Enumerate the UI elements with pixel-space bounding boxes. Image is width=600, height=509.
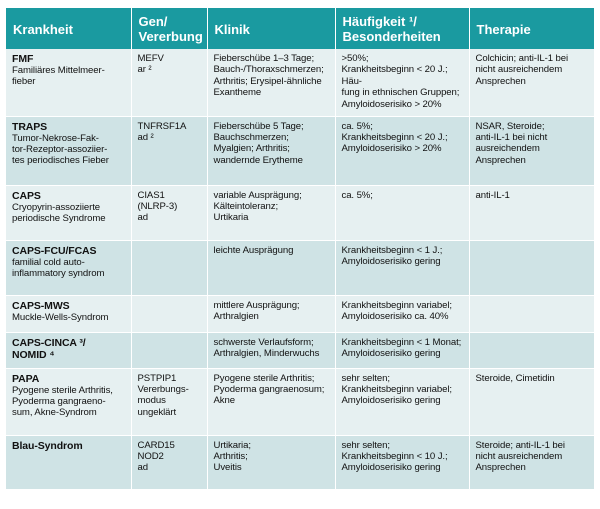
header-therapie: Therapie bbox=[469, 8, 594, 49]
cell-gen: TNFRSF1A ad ² bbox=[131, 116, 207, 185]
table-row bbox=[6, 368, 594, 435]
table-row bbox=[6, 116, 594, 185]
cell-gen: CARD15 NOD2 ad bbox=[131, 435, 207, 489]
cell-krankheit bbox=[6, 240, 131, 295]
disease-desc: Pyogene sterile Arthritis, Pyoderma gangraeno- sum, Akne-Syndrom bbox=[12, 384, 113, 419]
cell-haeufigkeit: sehr selten; Krankheitsbeginn < 10 J.; Amyloidoserisiko gering bbox=[335, 435, 469, 489]
header-krankheit: Krankheit bbox=[6, 8, 131, 49]
header-row bbox=[6, 8, 594, 49]
cell-haeufigkeit: >50%; Krankheitsbeginn < 20 J.; Häu- fung in ethnischen Gruppen; Amyloidoserisiko > 20% bbox=[335, 49, 469, 116]
cell-gen: PSTPIP1 Vererbungs- modus ungeklärt bbox=[131, 368, 207, 435]
disease-name: TRAPS bbox=[12, 120, 48, 133]
table-container bbox=[6, 8, 594, 490]
disease-desc: Tumor-Nekrose-Fak- tor-Rezeptor-assoziier- tes periodisches Fieber bbox=[12, 132, 109, 167]
disease-name: PAPA bbox=[12, 372, 40, 385]
cell-krankheit bbox=[6, 49, 131, 116]
cell-gen bbox=[131, 332, 207, 368]
cell-gen: MEFV ar ² bbox=[131, 49, 207, 116]
disease-name: CAPS-FCU/FCAS bbox=[12, 244, 97, 257]
cell-therapie bbox=[469, 332, 594, 368]
cell-therapie: Steroide, Cimetidin bbox=[469, 368, 594, 435]
disease-name: CAPS-CINCA ³/ NOMID ⁴ bbox=[12, 336, 86, 361]
cell-haeufigkeit: Krankheitsbeginn < 1 Monat; Amyloidoserisiko gering bbox=[335, 332, 469, 368]
table-row bbox=[6, 435, 594, 489]
cell-haeufigkeit: sehr selten; Krankheitsbeginn variabel; Amyloidoserisiko gering bbox=[335, 368, 469, 435]
cell-therapie bbox=[469, 240, 594, 295]
cell-haeufigkeit: Krankheitsbeginn variabel; Amyloidoserisiko ca. 40% bbox=[335, 295, 469, 332]
cell-krankheit bbox=[6, 185, 131, 240]
cell-therapie: Colchicin; anti-IL-1 bei nicht ausreichendem Ansprechen bbox=[469, 49, 594, 116]
cell-haeufigkeit: Krankheitsbeginn < 1 J.; Amyloidoserisiko gering bbox=[335, 240, 469, 295]
cell-gen: CIAS1 (NLRP-3) ad bbox=[131, 185, 207, 240]
cell-krankheit bbox=[6, 295, 131, 332]
cell-haeufigkeit: ca. 5%; Krankheitsbeginn < 20 J.; Amyloidoserisiko > 20% bbox=[335, 116, 469, 185]
table-row bbox=[6, 240, 594, 295]
cell-krankheit bbox=[6, 332, 131, 368]
cell-krankheit bbox=[6, 435, 131, 489]
disease-desc: Cryopyrin-assoziierte periodische Syndrome bbox=[12, 201, 106, 224]
disease-name: FMF bbox=[12, 53, 34, 65]
disease-name: CAPS-MWS bbox=[12, 299, 70, 312]
cell-haeufigkeit: ca. 5%; bbox=[335, 185, 469, 240]
cell-klinik: Fieberschübe 5 Tage; Bauchschmerzen; Myalgien; Arthritis; wandernde Erytheme bbox=[207, 116, 335, 185]
disease-table bbox=[6, 8, 594, 490]
table-row bbox=[6, 295, 594, 332]
header-haeufigkeit: Häufigkeit ¹/ Besonderheiten bbox=[335, 8, 469, 49]
cell-klinik: schwerste Verlaufsform; Arthralgien, Minderwuchs bbox=[207, 332, 335, 368]
cell-gen bbox=[131, 240, 207, 295]
cell-klinik: Fieberschübe 1–3 Tage; Bauch-/Thoraxschmerzen; Arthritis; Erysipel-ähnliche Exantheme bbox=[207, 49, 335, 116]
cell-therapie: anti-IL-1 bbox=[469, 185, 594, 240]
cell-klinik: Pyogene sterile Arthritis; Pyoderma gangraenosum; Akne bbox=[207, 368, 335, 435]
cell-klinik: Urtikaria; Arthritis; Uveitis bbox=[207, 435, 335, 489]
disease-desc: Muckle-Wells-Syndrom bbox=[12, 311, 109, 323]
disease-desc: Familiäres Mittelmeer- fieber bbox=[12, 65, 105, 88]
table-row bbox=[6, 332, 594, 368]
table-row bbox=[6, 49, 594, 116]
cell-therapie: NSAR, Steroide; anti-IL-1 bei nicht ausreichendem Ansprechen bbox=[469, 116, 594, 185]
disease-name: CAPS bbox=[12, 189, 41, 202]
disease-desc: familial cold auto- inflammatory syndrom bbox=[12, 256, 105, 279]
table-row bbox=[6, 185, 594, 240]
cell-krankheit bbox=[6, 368, 131, 435]
cell-gen bbox=[131, 295, 207, 332]
cell-therapie bbox=[469, 295, 594, 332]
cell-krankheit bbox=[6, 116, 131, 185]
cell-klinik: leichte Ausprägung bbox=[207, 240, 335, 295]
disease-name: Blau-Syndrom bbox=[12, 439, 83, 452]
cell-therapie: Steroide; anti-IL-1 bei nicht ausreichendem Ansprechen bbox=[469, 435, 594, 489]
header-klinik: Klinik bbox=[207, 8, 335, 49]
cell-klinik: mittlere Ausprägung; Arthralgien bbox=[207, 295, 335, 332]
header-gen: Gen/ Vererbung bbox=[131, 8, 207, 49]
cell-klinik: variable Ausprägung; Kälteintoleranz; Urtikaria bbox=[207, 185, 335, 240]
